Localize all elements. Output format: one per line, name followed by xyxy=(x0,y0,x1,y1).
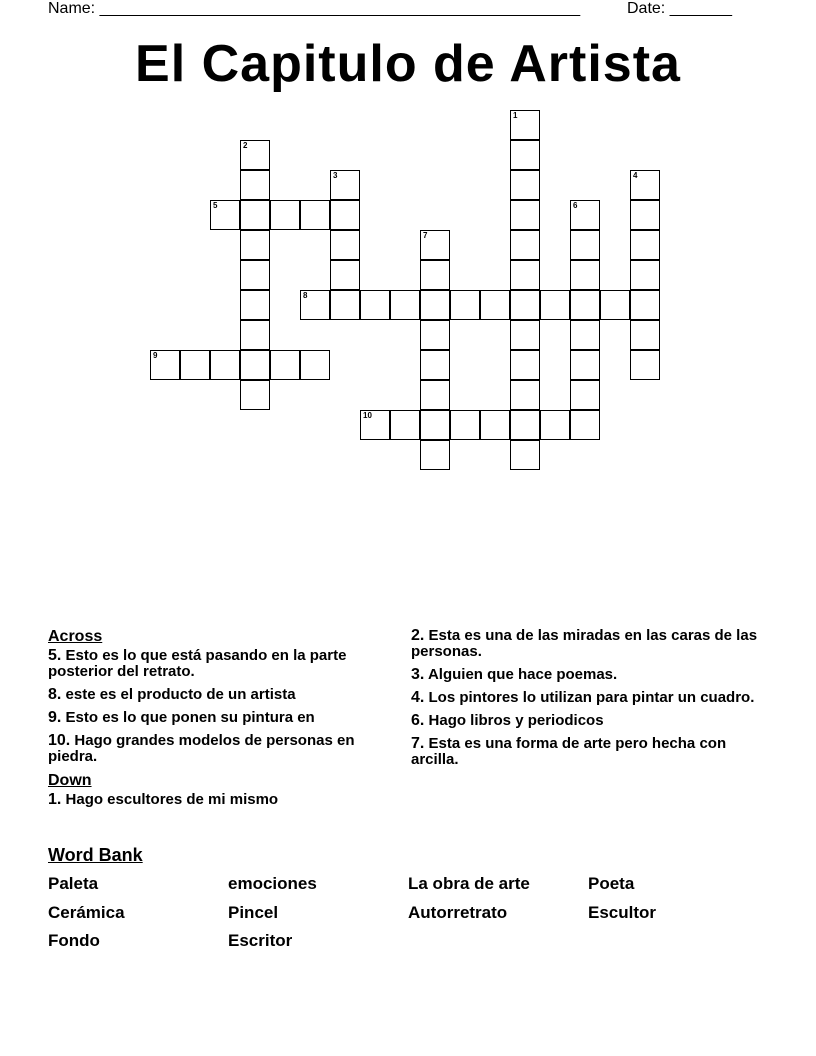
clue-across-10 xyxy=(48,733,388,765)
grid-cell[interactable] xyxy=(240,170,270,200)
grid-cell[interactable] xyxy=(300,350,330,380)
clue-text: Esta es una forma de arte pero hecha con arcilla. xyxy=(411,735,727,768)
across-heading: Across xyxy=(48,628,103,645)
clue-number: 9. xyxy=(48,709,62,726)
cell-clue-number: 6 xyxy=(573,201,578,210)
grid-cell[interactable] xyxy=(570,380,600,410)
grid-cell[interactable] xyxy=(570,410,600,440)
grid-cell[interactable] xyxy=(510,350,540,380)
grid-cell[interactable] xyxy=(420,290,450,320)
clue-text: este es el producto de un artista xyxy=(65,686,296,703)
clue-number: 2. xyxy=(411,627,425,644)
grid-cell[interactable] xyxy=(630,290,660,320)
grid-cell[interactable] xyxy=(240,380,270,410)
clue-text: Alguien que hace poemas. xyxy=(427,666,618,683)
grid-cell[interactable] xyxy=(510,230,540,260)
grid-cell[interactable] xyxy=(420,260,450,290)
grid-cell[interactable] xyxy=(510,110,540,140)
crossword-grid xyxy=(0,0,816,480)
grid-cell[interactable] xyxy=(510,290,540,320)
cell-clue-number: 1 xyxy=(513,111,518,120)
cell-clue-number: 10 xyxy=(363,411,372,420)
cell-clue-number: 7 xyxy=(423,231,428,240)
grid-cell[interactable] xyxy=(540,290,570,320)
grid-cell[interactable] xyxy=(240,290,270,320)
word-bank-item: Escultor xyxy=(588,903,657,922)
clue-number: 3. xyxy=(411,666,425,683)
word-bank-item: Poeta xyxy=(588,874,635,893)
clue-down-2 xyxy=(411,628,761,660)
clue-down-7 xyxy=(411,736,761,768)
grid-cell[interactable] xyxy=(300,200,330,230)
word-bank-item: Paleta xyxy=(48,874,99,893)
grid-cell[interactable] xyxy=(630,200,660,230)
clue-number: 1. xyxy=(48,791,62,808)
grid-cell[interactable] xyxy=(450,410,480,440)
grid-cell[interactable] xyxy=(510,260,540,290)
grid-cell[interactable] xyxy=(360,410,390,440)
grid-cell[interactable] xyxy=(510,200,540,230)
grid-cell[interactable] xyxy=(420,320,450,350)
clue-number: 10. xyxy=(48,732,71,749)
page-title: El Capitulo de Artista xyxy=(135,35,681,93)
clue-down-3 xyxy=(411,667,761,683)
grid-cell[interactable] xyxy=(480,410,510,440)
grid-cell[interactable] xyxy=(630,350,660,380)
word-bank-item: Escritor xyxy=(228,931,293,950)
grid-cell[interactable] xyxy=(510,170,540,200)
grid-cell[interactable] xyxy=(600,290,630,320)
cell-clue-number: 5 xyxy=(213,201,218,210)
grid-cell[interactable] xyxy=(510,440,540,470)
clue-text: Hago escultores de mi mismo xyxy=(65,791,279,808)
grid-cell[interactable] xyxy=(510,380,540,410)
clue-number: 5. xyxy=(48,647,62,664)
grid-cell[interactable] xyxy=(570,200,600,230)
grid-cell[interactable] xyxy=(390,290,420,320)
grid-cell[interactable] xyxy=(630,230,660,260)
grid-cell[interactable] xyxy=(240,350,270,380)
grid-cell[interactable] xyxy=(180,350,210,380)
clue-text: Esto es lo que ponen su pintura en xyxy=(65,709,315,726)
grid-cell[interactable] xyxy=(360,290,390,320)
word-bank-item: La obra de arte xyxy=(408,874,530,893)
clue-down-4 xyxy=(411,690,761,706)
clue-across-8 xyxy=(48,687,388,703)
word-bank-item: Cerámica xyxy=(48,903,125,922)
word-bank-item: Pincel xyxy=(228,903,279,922)
grid-cell[interactable] xyxy=(240,200,270,230)
grid-cell[interactable] xyxy=(570,260,600,290)
grid-cell[interactable] xyxy=(330,230,360,260)
grid-cell[interactable] xyxy=(330,260,360,290)
clue-text: Hago libros y periodicos xyxy=(428,712,604,729)
grid-cell[interactable] xyxy=(420,230,450,260)
word-bank-item: Autorretrato xyxy=(408,903,508,922)
grid-cell[interactable] xyxy=(570,320,600,350)
grid-cell[interactable] xyxy=(570,290,600,320)
clue-down-1 xyxy=(48,792,388,808)
grid-cell[interactable] xyxy=(330,200,360,230)
cell-clue-number: 9 xyxy=(153,351,158,360)
grid-cell[interactable] xyxy=(270,200,300,230)
clue-across-9 xyxy=(48,710,388,726)
grid-cell[interactable] xyxy=(450,290,480,320)
grid-cell[interactable] xyxy=(240,230,270,260)
clue-across-5 xyxy=(48,648,388,680)
clue-number: 7. xyxy=(411,735,425,752)
grid-cell[interactable] xyxy=(630,320,660,350)
word-bank-heading: Word Bank xyxy=(48,845,143,865)
grid-cell[interactable] xyxy=(240,260,270,290)
grid-cell[interactable] xyxy=(630,260,660,290)
grid-cell[interactable] xyxy=(570,230,600,260)
cell-clue-number: 8 xyxy=(303,291,308,300)
grid-cell[interactable] xyxy=(330,170,360,200)
grid-cell[interactable] xyxy=(510,320,540,350)
grid-cell[interactable] xyxy=(330,290,360,320)
grid-cell[interactable] xyxy=(210,200,240,230)
grid-cell[interactable] xyxy=(420,350,450,380)
grid-cell[interactable] xyxy=(480,290,510,320)
grid-cell[interactable] xyxy=(270,350,300,380)
clue-number: 4. xyxy=(411,689,425,706)
grid-cell[interactable] xyxy=(240,140,270,170)
cell-clue-number: 2 xyxy=(243,141,248,150)
grid-cell[interactable] xyxy=(420,440,450,470)
grid-cell[interactable] xyxy=(150,350,180,380)
clue-down-6 xyxy=(411,713,761,729)
grid-cell[interactable] xyxy=(390,410,420,440)
grid-cell[interactable] xyxy=(240,320,270,350)
grid-cell[interactable] xyxy=(630,170,660,200)
clue-text: Esta es una de las miradas en las caras de las personas. xyxy=(411,627,758,660)
word-bank-item: emociones xyxy=(228,874,317,893)
clues-left-column xyxy=(48,628,388,815)
grid-cell[interactable] xyxy=(540,410,570,440)
grid-cell[interactable] xyxy=(510,140,540,170)
clue-number: 8. xyxy=(48,686,62,703)
clue-text: Esto es lo que está pasando en la parte posterior del retrato. xyxy=(48,647,347,680)
clue-text: Los pintores lo utilizan para pintar un cuadro. xyxy=(428,689,755,706)
grid-cell[interactable] xyxy=(570,350,600,380)
word-bank-item: Fondo xyxy=(48,931,100,950)
down-heading: Down xyxy=(48,772,92,789)
grid-cell[interactable] xyxy=(210,350,240,380)
grid-cell[interactable] xyxy=(510,410,540,440)
cell-clue-number: 3 xyxy=(333,171,338,180)
name-field-label: Name: ______________________________________________________ xyxy=(48,0,581,17)
cell-clue-number: 4 xyxy=(633,171,638,180)
clue-text: Hago grandes modelos de personas en piedra. xyxy=(48,732,355,765)
grid-cell[interactable] xyxy=(420,410,450,440)
date-field-label: Date: _______ xyxy=(627,0,732,17)
clues-right-column xyxy=(411,628,761,775)
grid-cell[interactable] xyxy=(420,380,450,410)
clue-number: 6. xyxy=(411,712,425,729)
grid-cell[interactable] xyxy=(300,290,330,320)
